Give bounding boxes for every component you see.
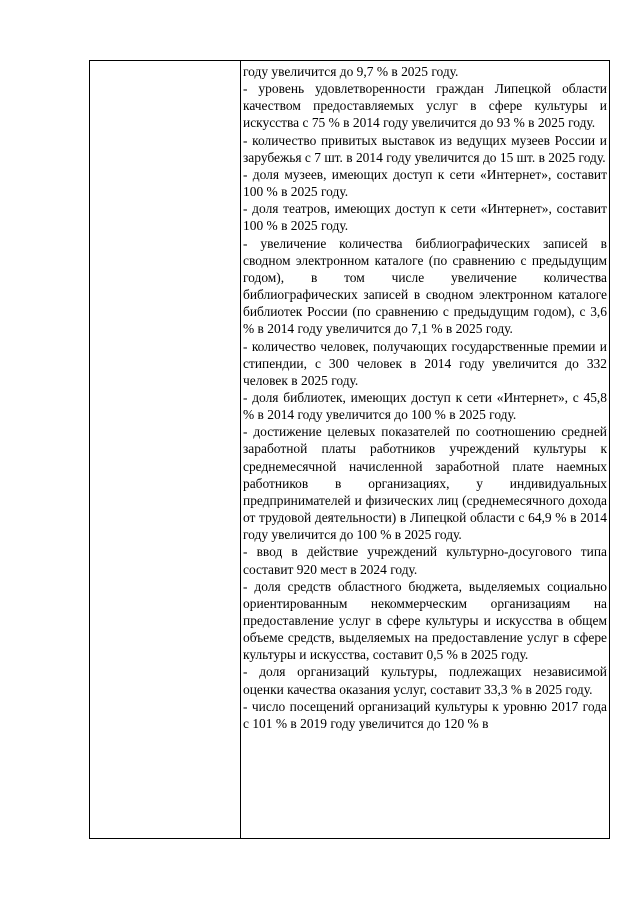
document-table [89,60,610,839]
table-left-cell [90,61,241,838]
indicator-paragraph: - доля театров, имеющих доступ к сети «Интернет», составит 100 % в 2025 году. [243,201,607,234]
indicator-paragraph: - доля средств областного бюджета, выделяемых социально ориентированным некоммерческим организациям на предоставление услуг в сфере культуры и искусства в общем объеме средств, выделяемых на предоставление услуг в сфере культуры и искусства, составит 0,5 % в 2025 году. [243,578,607,663]
indicator-paragraph: - доля музеев, имеющих доступ к сети «Интернет», составит 100 % в 2025 году. [243,166,607,200]
indicator-paragraph: - ввод в действие учреждений культурно-досугового типа составит 920 мест в 2024 году. [243,544,607,577]
indicator-paragraph: - число посещений организаций культуры к уровню 2017 года с 101 % в 2019 году увеличится до 120 % в [243,698,607,731]
indicator-paragraph: - доля организаций культуры, подлежащих независимой оценки качества оказания услуг, составит 33,3 % в 2025 году. [243,664,607,697]
indicator-paragraph: - доля библиотек, имеющих доступ к сети «Интернет», с 45,8 % в 2014 году увеличится до 100 % в 2025 году. [243,389,607,423]
indicator-paragraph: - количество привитых выставок из ведущих музеев России и зарубежья с 7 шт. в 2014 году увеличится до 15 шт. в 2025 году. [243,132,607,165]
indicator-paragraph: - уровень удовлетворенности граждан Липецкой области качеством предоставляемых услуг в сфере культуры и искусства с 75 % в 2014 году увеличится до 93 % в 2025 году. [243,81,607,131]
indicator-paragraph: году увеличится до 9,7 % в 2025 году. [243,64,459,79]
indicator-paragraph: - достижение целевых показателей по соотношению средней заработной платы работников учреждений культуры к среднемесячной начисленной заработной плате наемных работников в организациях, у индивидуальных предпринимателей и физических лиц (среднемесячного дохода от трудовой деятельности) в Липецкой области с 64,9 % в 2014 году увеличится до 100 % в 2025 году. [243,424,607,543]
table-right-cell [241,61,609,838]
indicator-paragraph: - количество человек, получающих государственные премии и стипендии, с 300 человек в 2014 году увеличится до 332 человек в 2025 году. [243,338,607,388]
indicator-paragraph: - увеличение количества библиографических записей в сводном электронном каталоге (по сравнению с предыдущим годом), в том числе увеличение количества библиографических записей в сводном электронном каталоге библиотек России (по сравнению с предыдущим годом), с 3,6 % в 2014 году увеличится до 7,1 % в 2025 году. [243,235,607,337]
